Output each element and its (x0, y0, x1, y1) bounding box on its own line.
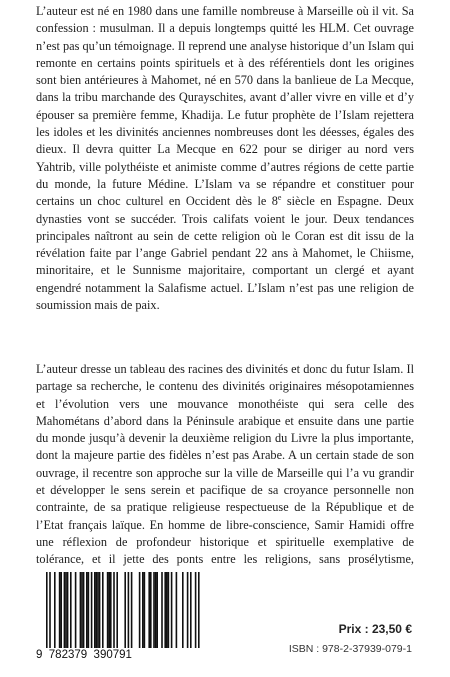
barcode-bar (83, 572, 85, 648)
barcode-bar (110, 572, 112, 648)
barcode-bar (148, 572, 150, 648)
paragraph-1-text-continued: siècle en Espagne. Deux dynasties vont se succéder. Trois califats voient le jour. Deux tendances principales naîtront au sein de cette religion où le Coran est dit issu de la révélation faite par l’ange Gabriel pendant 22 ans à Mahomet, le Chiisme, minoritaire, et le Sunnisme majoritaire, comportant un clergé et ayant engendré notamment la Salafisme actuel. L’Islam n’est pas une religion de soumission mais de paix. (36, 194, 414, 313)
barcode-bar (67, 572, 69, 648)
barcode-bar (144, 572, 146, 648)
barcode-bar (198, 572, 200, 648)
barcode-bar (113, 572, 115, 648)
barcode-bar (107, 572, 109, 648)
back-cover-paragraph-1 (36, 3, 414, 314)
barcode-bar (64, 572, 66, 648)
barcode-bar (128, 572, 130, 648)
barcode-bar (168, 572, 170, 648)
century-superscript: e (277, 193, 282, 203)
barcode-bar (102, 572, 104, 648)
barcode-bar (176, 572, 178, 648)
barcode-bar (96, 572, 98, 648)
barcode-bar (49, 572, 51, 648)
price-label: Prix : 23,50 € (338, 622, 412, 636)
barcode-bar (139, 572, 141, 648)
barcode-bar (99, 572, 101, 648)
barcode-bar (54, 572, 56, 648)
barcode-bar (153, 572, 155, 648)
barcode-bar (75, 572, 77, 648)
barcode-digits: 9 782379 390791 (36, 649, 132, 661)
barcode-bar (150, 572, 152, 648)
barcode-bar (161, 572, 163, 648)
back-cover-paragraph-2: L’auteur dresse un tableau des racines des divinités et donc du futur Islam. Il partage sa recherche, le contenu des divinités originaires mésopotamiennes et l’évolution vers une mouvance monothéiste qui sera celle des Mahométans d’abord dans la Péninsule arabique et ensuite dans une partie du monde jusqu’à devenir la deuxième religion du Livre la plus importante, dont la majeure partie des fidèles n’est pas Arabe. A un certain stade de son ouvrage, il recentre son approche sur la ville de Marseille qui l’a vu grandir et développer le sens serein et pacifique de sa croyance personnelle non contrainte, de sa pratique religieuse respectueuse de la République et de l’Etat français laïque. En homme de libre-conscience, Samir Hamidi offre une réflexion de profondeur historique et spirituelle exemplative de tolérance, et il jette des ponts entre les religions, sans prosélytisme, (36, 362, 414, 567)
barcode-bar (166, 572, 168, 648)
barcode-bar (195, 572, 197, 648)
barcode-bar (94, 572, 96, 648)
barcode-bar (182, 572, 184, 648)
barcode-bar (116, 572, 118, 648)
barcode-bar (156, 572, 158, 648)
barcode-bar (155, 572, 157, 648)
barcode-bar (142, 572, 144, 648)
barcode-bars (36, 570, 206, 650)
barcode-bar (81, 572, 83, 648)
barcode-bar (131, 572, 133, 648)
barcode-bar (86, 572, 88, 648)
isbn-label: ISBN : 978-2-37939-079-1 (288, 643, 412, 655)
barcode-bar (46, 572, 48, 648)
barcode-bar (171, 572, 173, 648)
barcode-bar (70, 572, 72, 648)
barcode-bar (187, 572, 189, 648)
barcode-bar (97, 572, 99, 648)
barcode-bar (108, 572, 110, 648)
barcode-bar (88, 572, 90, 648)
barcode-bar (91, 572, 93, 648)
barcode-bar (190, 572, 192, 648)
barcode-bar (80, 572, 82, 648)
barcode-bar (59, 572, 61, 648)
paragraph-1-text: L’auteur est né en 1980 dans une famille nombreuse à Marseille où il vit. Sa confession : musulman. Il a depuis longtemps quitté les HLM. Cet ouvrage n’est pas qu’un témoignage. Il reprend une analyse historique d’un Islam qui remonte en certains points spirituels et à des référentiels dont les origines sont bien antérieures à Mahomet, né en 570 dans la banlieue de La Mecque, dans la tribu marchande des Qurayschites, avant d’aller vivre en ville et d’y épouser sa première femme, Khadija. Le futur prophète de l’Islam rejettera les idoles et les divinités anciennes nombreuses dont les déesses, égales des dieux. Il devra quitter La Mecque en 622 pour se diriger au nord vers Yahtrib, ville polythéiste et animiste comme d’autres régions de cette partie du monde, la future Médine. L’Islam va se répandre et constituer pour certains un choc culturel en Occident dès le 8 (36, 4, 414, 209)
barcode-bar (65, 572, 67, 648)
barcode-bar (124, 572, 126, 648)
barcode-bar (164, 572, 166, 648)
ean-barcode (36, 570, 206, 664)
barcode-bar (60, 572, 62, 648)
